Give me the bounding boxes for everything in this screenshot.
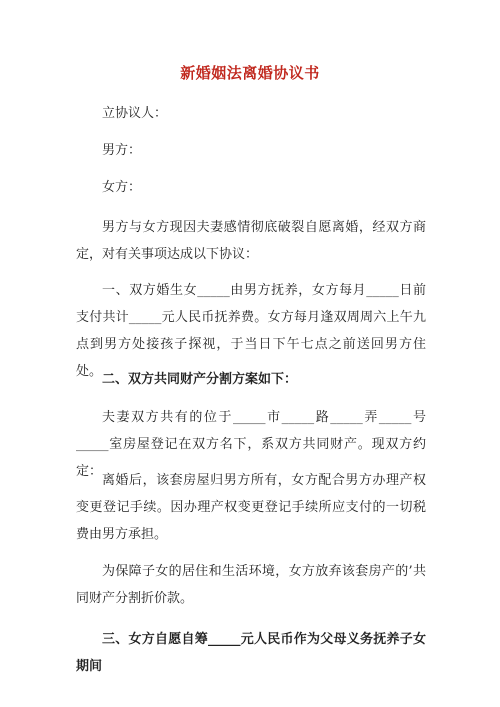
- property-description: 夫妻双方共有的位于_____市_____路_____弄_____号_____室房屋登记在双方名下，系双方共同财产。现双方约定：: [76, 410, 426, 479]
- female-party-line: 女方：: [102, 180, 142, 195]
- intro-paragraph: 男方与女方现因夫妻感情彻底破裂自愿离婚，经双方商定，对有关事项达成以下协议：: [76, 220, 426, 262]
- property-waiver: 为保障子女的居住和生活环境，女方放弃该套房产的’共同财产分割折价款。: [76, 564, 426, 606]
- party-header: 立协议人：: [102, 106, 168, 121]
- clause-1-child-custody: 一、双方婚生女_____由男方抚养，女方每月_____日前支付共计_____元人民币抚养费。女方每月逢双周周六上午九点到男方处接孩子探视，于当日下午七点之前送回男方住处。: [76, 283, 426, 379]
- document-title: 新婚姻法离婚协议书: [180, 64, 320, 82]
- male-party-line: 男方：: [102, 143, 142, 158]
- property-after-divorce: 离婚后，该套房屋归男方所有，女方配合男方办理产权变更登记手续。因办理产权变更登记手续所应支付的一切税费由男方承担。: [76, 473, 426, 542]
- clause-2-heading: 二、双方共同财产分割方案如下：: [102, 372, 298, 387]
- clause-3-heading: 三、女方自愿自筹_____元人民币作为父母义务抚养子女期间: [76, 632, 426, 674]
